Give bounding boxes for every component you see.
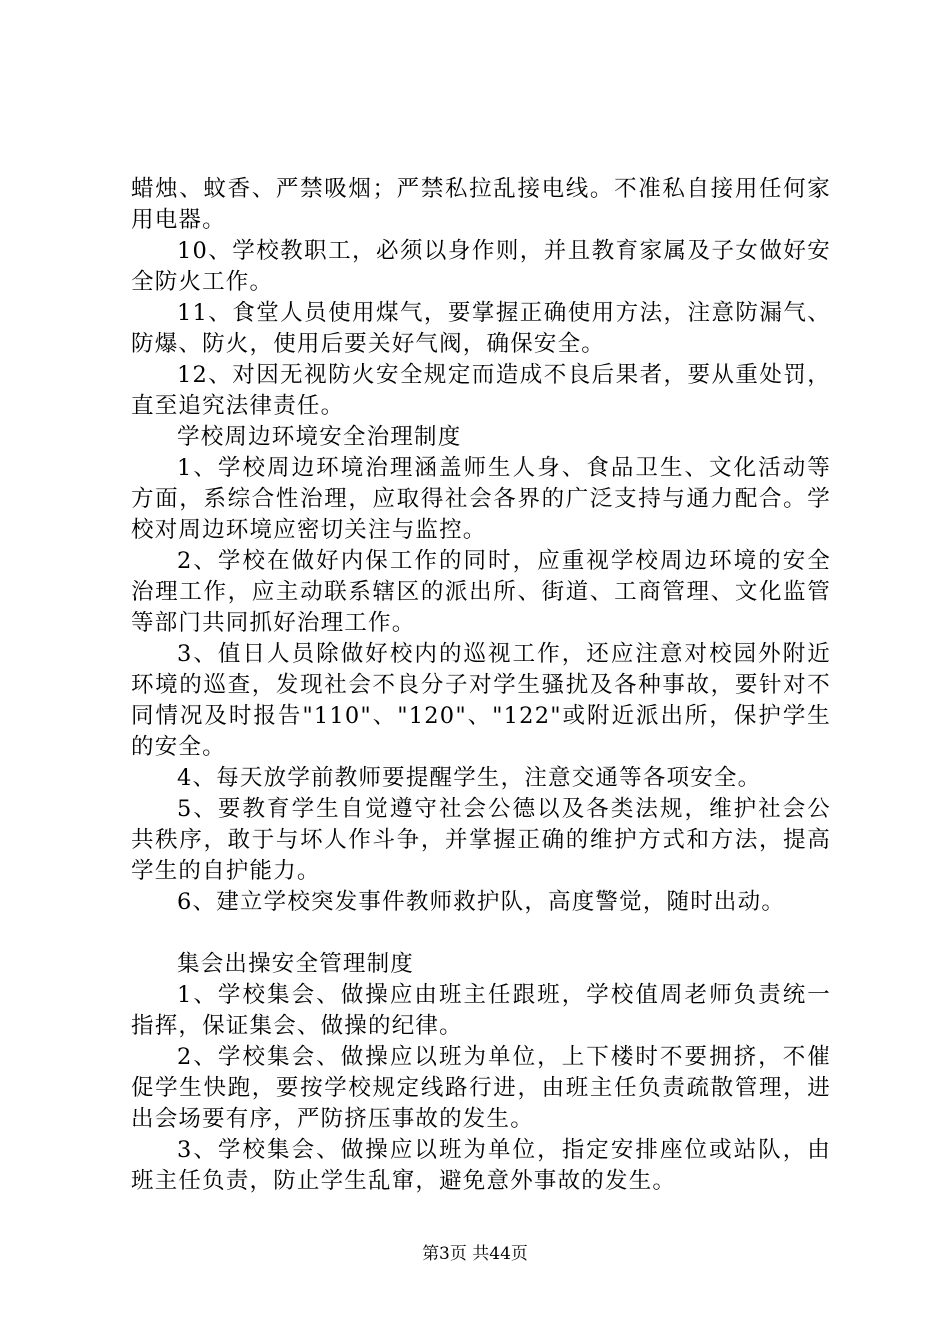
section-heading-assembly: 集会出操安全管理制度 bbox=[177, 951, 415, 977]
paragraph-surroundings-3: 3、值日人员除做好校内的巡视工作，还应注意对校园外附近环境的巡查，发现社会不良分子对学生骚扰及各种事故，要针对不同情况及时报告"110"、"120"、"122"或附近派出所，保护学生的安全。 bbox=[131, 641, 831, 760]
paragraph-item-12: 12、对因无视防火安全规定而造成不良后果者，要从重处罚，直至追究法律责任。 bbox=[131, 362, 831, 419]
paragraph-assembly-2: 2、学校集会、做操应以班为单位，上下楼时不要拥挤，不催促学生快跑，要按学校规定线路行进，由班主任负责疏散管理，进出会场要有序，严防挤压事故的发生。 bbox=[131, 1044, 831, 1132]
section-heading-surroundings: 学校周边环境安全治理制度 bbox=[177, 424, 462, 450]
paragraph-surroundings-1: 1、学校周边环境治理涵盖师生人身、食品卫生、文化活动等方面，系综合性治理，应取得社会各界的广泛支持与通力配合。学校对周边环境应密切关注与监控。 bbox=[131, 455, 831, 543]
paragraph-surroundings-2: 2、学校在做好内保工作的同时，应重视学校周边环境的安全治理工作，应主动联系辖区的派出所、街道、工商管理、文化监管等部门共同抓好治理工作。 bbox=[131, 548, 831, 636]
paragraph-assembly-1: 1、学校集会、做操应由班主任跟班，学校值周老师负责统一指挥，保证集会、做操的纪律。 bbox=[131, 982, 831, 1039]
paragraph-item-11: 11、食堂人员使用煤气，要掌握正确使用方法，注意防漏气、防爆、防火，使用后要关好气阀，确保安全。 bbox=[131, 300, 831, 357]
paragraph-surroundings-5: 5、要教育学生自觉遵守社会公德以及各类法规，维护社会公共秩序，敢于与坏人作斗争，并掌握正确的维护方式和方法，提高学生的自护能力。 bbox=[131, 796, 831, 884]
paragraph-assembly-3: 3、学校集会、做操应以班为单位，指定安排座位或站队，由班主任负责，防止学生乱窜，避免意外事故的发生。 bbox=[131, 1137, 831, 1194]
paragraph-surroundings-4: 4、每天放学前教师要提醒学生，注意交通等各项安全。 bbox=[177, 765, 762, 791]
paragraph-surroundings-6: 6、建立学校突发事件教师救护队，高度警觉，随时出动。 bbox=[177, 889, 786, 915]
paragraph-item-10: 10、学校教职工，必须以身作则，并且教育家属及子女做好安全防火工作。 bbox=[131, 238, 831, 295]
paragraph-continuation: 蜡烛、蚊香、严禁吸烟；严禁私拉乱接电线。不准私自接用任何家用电器。 bbox=[131, 176, 831, 233]
paragraph-gap bbox=[131, 918, 831, 949]
page-number-footer: 第3页 共44页 bbox=[422, 1244, 528, 1264]
document-body bbox=[131, 174, 831, 1197]
